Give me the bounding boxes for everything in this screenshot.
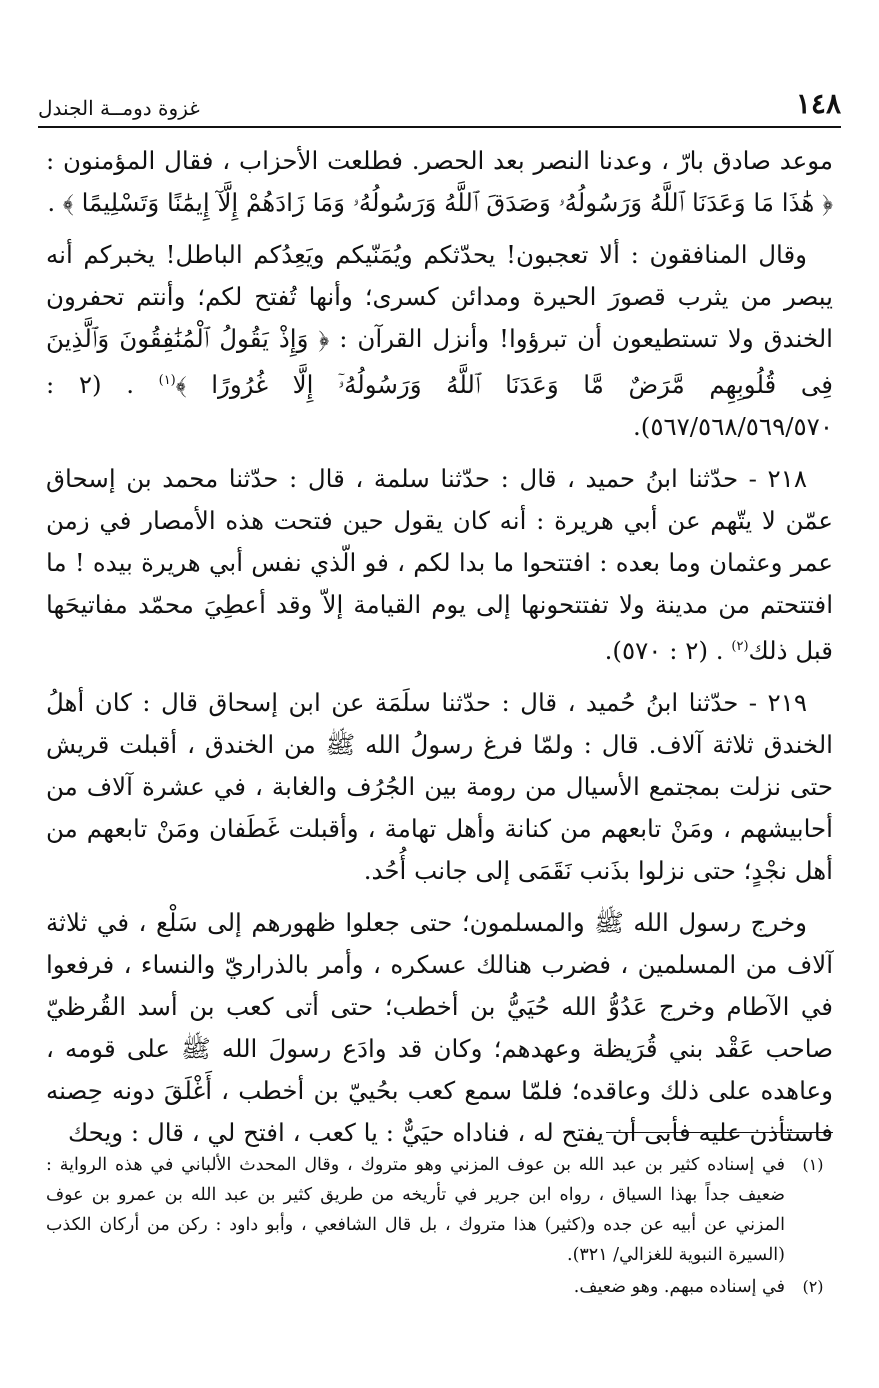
running-title: غزوة دومــة الجندل <box>38 96 200 120</box>
paragraph <box>46 234 833 448</box>
footnote-reference[interactable]: (١) <box>158 373 176 388</box>
paragraph-text: ٢١٩ - حدّثنا ابنُ حُميد ، قال : حدّثنا سلَمَة عن ابن إسحاق قال : كان أهلُ الخندق ثلاثة آلاف. قال : ولمّا فرغ رسولُ الله ﷺ من الخندق ، أقبلت قريش حتى نزلت بمجتمع الأسيال من رومة بين الجُرُف والغابة ، في عشرة آلاف من أحابيشهم ، ومَنْ تابعهم من كنانة وأهل تهامة ، وأقبلت غَطَفان ومَنْ تابعهم من أهل نجْدٍ؛ حتى نزلوا بذَنب نَقَمَى إلى جانب أُحُد. <box>46 688 833 886</box>
paragraph <box>46 682 833 892</box>
page-header <box>38 84 841 128</box>
footnote-divider <box>606 1132 833 1133</box>
main-text <box>46 140 833 1164</box>
page-number: ١٤٨ <box>795 87 841 120</box>
footnote <box>46 1272 833 1302</box>
footnote-reference[interactable]: (٢) <box>731 639 749 655</box>
footnote-number: (٢) <box>802 1277 824 1296</box>
source-reference: . (٢ : ٥٦٧/٥٦٨/٥٦٩/٥٧٠). <box>46 370 833 442</box>
footnote-number: (١) <box>802 1155 824 1174</box>
footnote <box>46 1150 833 1270</box>
paragraph-text: وقال المنافقون : ألا تعجبون! يحدّثكم ويُمَنّيكم ويَعِدُكم الباطل! يخبركم أنه يبصر من يثرب قصورَ الحيرة ومدائن كسرى؛ وأنها تُفتح لكم؛ وأنتم تحفرون الخندق ولا تستطيعون أن تبرؤوا! وأنزل القرآن : ﴿ وَإِذْ يَقُولُ ٱلْمُنَٰفِقُونَ وَٱلَّذِينَ فِى قُلُوبِهِم مَّرَضٌ مَّا وَعَدَنَا ٱللَّهُ وَرَسُولُهُۥٓ إِلَّا غُرُورًا ﴾ <box>46 240 833 400</box>
paragraph <box>46 902 833 1154</box>
paragraph <box>46 458 833 672</box>
source-reference: . (٢ : ٥٧٠). <box>604 636 724 666</box>
paragraph <box>46 140 833 224</box>
footnote-text: في إسناده مبهم. وهو ضعيف. <box>573 1277 785 1297</box>
paragraph-text: ٢١٨ - حدّثنا ابنُ حميد ، قال : حدّثنا سلمة ، قال : حدّثنا محمد بن إسحاق عمّن لا يتّهم عن أبي هريرة : أنه كان يقول حين فتحت هذه الأمصار في زمن عمر وعثمان وما بعده : افتتحوا ما بدا لكم ، فو الّذي نفس أبي هريرة بيده ! ما افتتحتم من مدينة ولا تفتتحونها إلى يوم القيامة إلاّ وقد أعطِيَ محمّد مفاتيحَها قبل ذلك <box>46 464 833 666</box>
paragraph-text: موعد صادق بارّ ، وعدنا النصر بعد الحصر. فطلعت الأحزاب ، فقال المؤمنون : ﴿ هَٰذَا مَا وَعَدَنَا ٱللَّهُ وَرَسُولُهُۥ وَصَدَقَ ٱللَّهُ وَرَسُولُهُۥ وَمَا زَادَهُمْ إِلَّآ إِيمَٰنًا وَتَسْلِيمًا ﴾ . <box>46 146 833 217</box>
footnote-text: في إسناده كثير بن عبد الله بن عوف المزني وهو متروك ، وقال المحدث الألباني في هذه الرواية : ضعيف جداً بهذا السياق ، رواه ابن جرير في تأريخه من طريق كثير بن عبد الله بن عمرو بن عوف المزني عن أبيه عن جده و(كثير) هذا متروك ، بل قال الشافعي ، وأبو داود : ركن من أركان الكذب (السيرة النبوية للغزالي/ ٣٢١). <box>46 1155 785 1265</box>
paragraph-text: وخرج رسول الله ﷺ والمسلمون؛ حتى جعلوا ظهورهم إلى سَلْع ، في ثلاثة آلاف من المسلمين ، فضرب هنالك عسكره ، وأمر بالذراريّ والنساء ، فرفعوا في الآطام وخرج عَدُوُّ الله حُيَيُّ بن أخطب؛ حتى أتى كعب بن أسد القُرظيّ صاحب عَقْد بني قُرَيظة وعهدهم؛ وكان قد وادَع رسولَ الله ﷺ على قومه ، وعاهده على ذلك وعاقده؛ فلمّا سمع كعب بحُييّ بن أخطب ، أَغْلَقَ دونه حِصنه فاستأذن عليه فأبى أن يفتح له ، فناداه حيَيٌّ : يا كعب ، افتح لي ، قال : ويحك <box>46 908 834 1148</box>
footnotes <box>46 1150 833 1304</box>
